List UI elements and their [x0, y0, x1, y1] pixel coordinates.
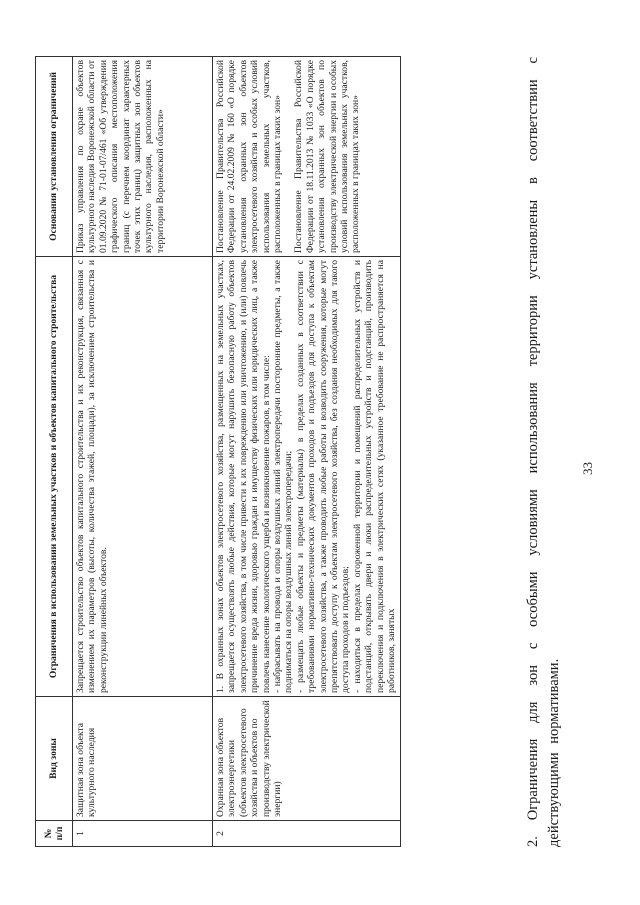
restriction-item: - находиться в пределах огороженной территории и помещений распределительных устройств и подстанций, открывать двери и люки распределительных устройств и подстанций, производить переключения и подключения в электрических сетях (указанное требование не распространяется на работников, занятых — [351, 260, 398, 693]
header-grounds: Основания установления ограничений — [36, 57, 73, 257]
grounds-cell — [213, 57, 401, 257]
table-row — [73, 57, 213, 847]
restrictions-cell — [73, 257, 213, 697]
zone-type-cell: Охранная зона объектов электроэнергетики (объектов электросетевого хозяйства и объектов по производству электрической энергии) — [213, 697, 401, 821]
restrictions-table — [35, 56, 401, 847]
table-header-row — [36, 57, 73, 847]
row-num: 2 — [213, 821, 401, 847]
page-number: 33 — [580, 462, 595, 475]
restriction-item: - размещать любые объекты и предметы (материалы) в пределах созданных в соответствии с требованиями нормативно-технических документов проходов и подъездов для доступа к объектам электросетевого хозяйства, а также проводить любые работы и возводить сооружения, которые могут препятствовать доступу к объектам электросетевого хозяйства, без создания необходимых для такого доступа проходов и подъездов; — [294, 260, 352, 693]
restriction-paragraph: Запрещается строительство объектов капитального строительства и их реконструкция, связанная с изменением их параметров (высоты, количества этажей, площади), за исключением строительства и реконструкции линейных объектов. — [75, 260, 109, 693]
grounds-paragraph: Постановление Правительства Российской Федерации от 24.02.2009 № 160 «О порядке установления охранных зон объектов электросетевого хозяйства и особых условий использования земельных участков, расположенных в границах таких зон» — [215, 60, 284, 253]
table-row — [213, 57, 401, 847]
grounds-paragraph: Постановление Правительства Российской Федерации от 18.11.2013 № 1033 «О порядке установления охранных зон объектов по производству электрической энергии и особых условий использования земельных участков, расположенных в границах таких зон» — [293, 60, 362, 253]
header-restrictions: Ограничения в использовании земельных участков и объектов капитального строительства — [36, 257, 73, 697]
restrictions-cell — [213, 257, 401, 697]
zone-type-cell: Защитная зона объекта культурного наследия — [73, 697, 213, 821]
row-num: 1 — [73, 821, 213, 847]
restriction-paragraph: 1. В охранных зонах объектов электросетевого хозяйства, размещенных на земельных участках, запрещается осуществлять любые действия, которые могут нарушить безопасную работу объектов электросетевого хозяйства, в том числе привести к их повреждению или уничтожению, и (или) повлечь причинение вреда жизни, здоровью граждан и имуществу физических или юридических лиц, а также повлечь нанесение экологического ущерба и возникновение пожаров, в том числе: — [215, 260, 272, 693]
restriction-item: - набрасывать на провода и опоры воздушных линий электропередачи посторонние предметы, а также подниматься на опоры воздушных линий электропередачи; — [272, 260, 295, 693]
section-heading: 2. Ограничения для зон с особыми условиями использования территории установлены в соответствии с действующими нормативами. — [525, 57, 562, 847]
grounds-paragraph: Приказ управления по охране объектов культурного наследия Воронежской области от 01.09.2020 № 71-01-07/461 «Об утверждении графического описания местоположения границ (с перечнем координат характерных точек этих границ) защитных зон объектов культурного наследия, расположенных на территории Воронежской области» — [75, 60, 166, 253]
grounds-cell — [73, 57, 213, 257]
header-num: № п/п — [36, 821, 73, 847]
header-zone-type: Вид зоны — [36, 697, 73, 821]
